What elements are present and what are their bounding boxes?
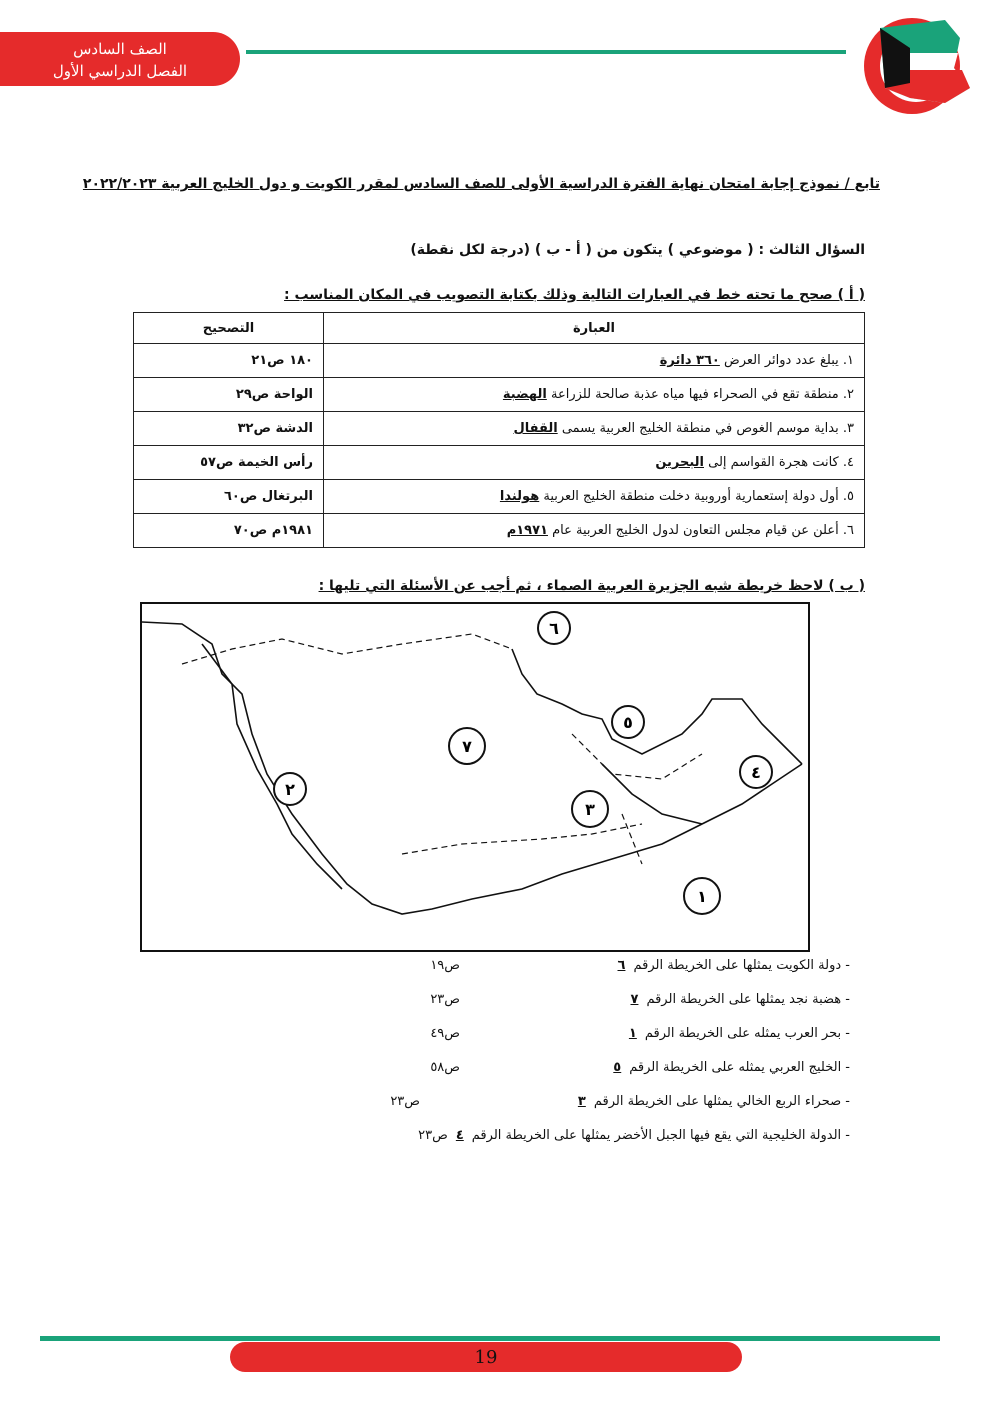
correction-cell: ١٨٠ ص٢١	[134, 344, 324, 378]
map-label-5: ٥	[623, 713, 633, 732]
map-answers	[300, 958, 850, 1162]
map-label-4: ٤	[751, 763, 761, 782]
col-statement: العبارة	[324, 313, 865, 344]
correction-cell: الدشة ص٣٢	[134, 412, 324, 446]
table-header-row	[134, 313, 865, 344]
map-gulf-coast	[512, 649, 802, 764]
grade-label: الصف السادس	[73, 40, 167, 58]
correction-cell: ١٩٨١م ص٧٠	[134, 514, 324, 548]
map-label-3: ٣	[585, 800, 595, 819]
list-item: - بحر العرب يمثله على الخريطة الرقم١ ص٤٩	[430, 1026, 850, 1041]
map-label-1: ١	[697, 887, 707, 906]
map-coastline	[142, 622, 802, 914]
page-number: 19	[230, 1342, 742, 1372]
term-label: الفصل الدراسي الأول	[52, 62, 188, 80]
table-row	[134, 446, 865, 480]
map-border-oman	[622, 814, 642, 864]
statement-cell: ٤. كانت هجرة القواسم إلى البحرين	[324, 446, 865, 480]
list-item: - الدولة الخليجية التي يقع فيها الجبل الأخضر يمثلها على الخريطة الرقم٤ص٢٣	[418, 1128, 850, 1143]
table-row	[134, 344, 865, 378]
footer-divider	[40, 1336, 940, 1341]
statement-cell: ٣. بداية موسم الغوص في منطقة الخليج العربية يسمى القفال	[324, 412, 865, 446]
page-title: تابع / نموذج إجابة امتحان نهاية الفترة الدراسية الأولى للصف السادس لمقرر الكويت و دول الخليج العربية ٢٠٢٢/٢٠٢٣	[82, 176, 880, 192]
arabian-peninsula-map	[140, 602, 810, 952]
question-3-heading: السؤال الثالث : ( موضوعي ) يتكون من ( أ - ب ) (درجة لكل نقطة)	[410, 242, 865, 258]
statement-cell: ٦. أعلن عن قيام مجلس التعاون لدول الخليج العربية عام ١٩٧١م	[324, 514, 865, 548]
table-row	[134, 378, 865, 412]
map-drawing	[142, 604, 808, 950]
map-border-north	[182, 634, 512, 664]
map-border-south	[402, 824, 642, 854]
table-row	[134, 514, 865, 548]
part-a-heading: ( أ ) صحح ما تحته خط في العبارات التالية وذلك بكتابة التصويب في المكان المناسب :	[284, 287, 865, 303]
col-correction: التصحيح	[134, 313, 324, 344]
grade-tab	[0, 32, 240, 86]
list-item: - الخليج العربي يمثله على الخريطة الرقم٥ ص٥٨	[430, 1060, 850, 1075]
map-label-6: ٦	[549, 619, 559, 638]
kuwait-map-logo-icon	[850, 8, 980, 118]
correction-cell: الواحة ص٢٩	[134, 378, 324, 412]
list-item: - هضبة نجد يمثلها على الخريطة الرقم٧ ص٢٣	[430, 992, 850, 1007]
correction-cell: البرتغال ص٦٠	[134, 480, 324, 514]
corrections-table	[133, 312, 865, 548]
table-row	[134, 480, 865, 514]
correction-cell: رأس الخيمة ص٥٧	[134, 446, 324, 480]
statement-cell: ١. يبلغ عدد دوائر العرض ٣٦٠ دائرة	[324, 344, 865, 378]
header-divider	[246, 50, 846, 54]
list-item: - صحراء الربع الخالي يمثلها على الخريطة الرقم٣ ص٢٣	[390, 1094, 850, 1109]
map-inner-coast	[602, 764, 702, 824]
statement-cell: ٥. أول دولة إستعمارية أوروبية دخلت منطقة الخليج العربية هولندا	[324, 480, 865, 514]
map-border-east	[572, 734, 702, 779]
map-label-2: ٢	[285, 780, 295, 799]
statement-cell: ٢. منطقة تقع في الصحراء فيها مياه عذبة صالحة للزراعة الهضبة	[324, 378, 865, 412]
table-row	[134, 412, 865, 446]
map-label-7: ٧	[462, 737, 472, 756]
list-item: - دولة الكويت يمثلها على الخريطة الرقم٦ ص١٩	[430, 958, 850, 973]
part-b-heading: ( ب ) لاحظ خريطة شبه الجزيرة العربية الصماء ، ثم أجب عن الأسئلة التي تليها :	[318, 578, 865, 594]
